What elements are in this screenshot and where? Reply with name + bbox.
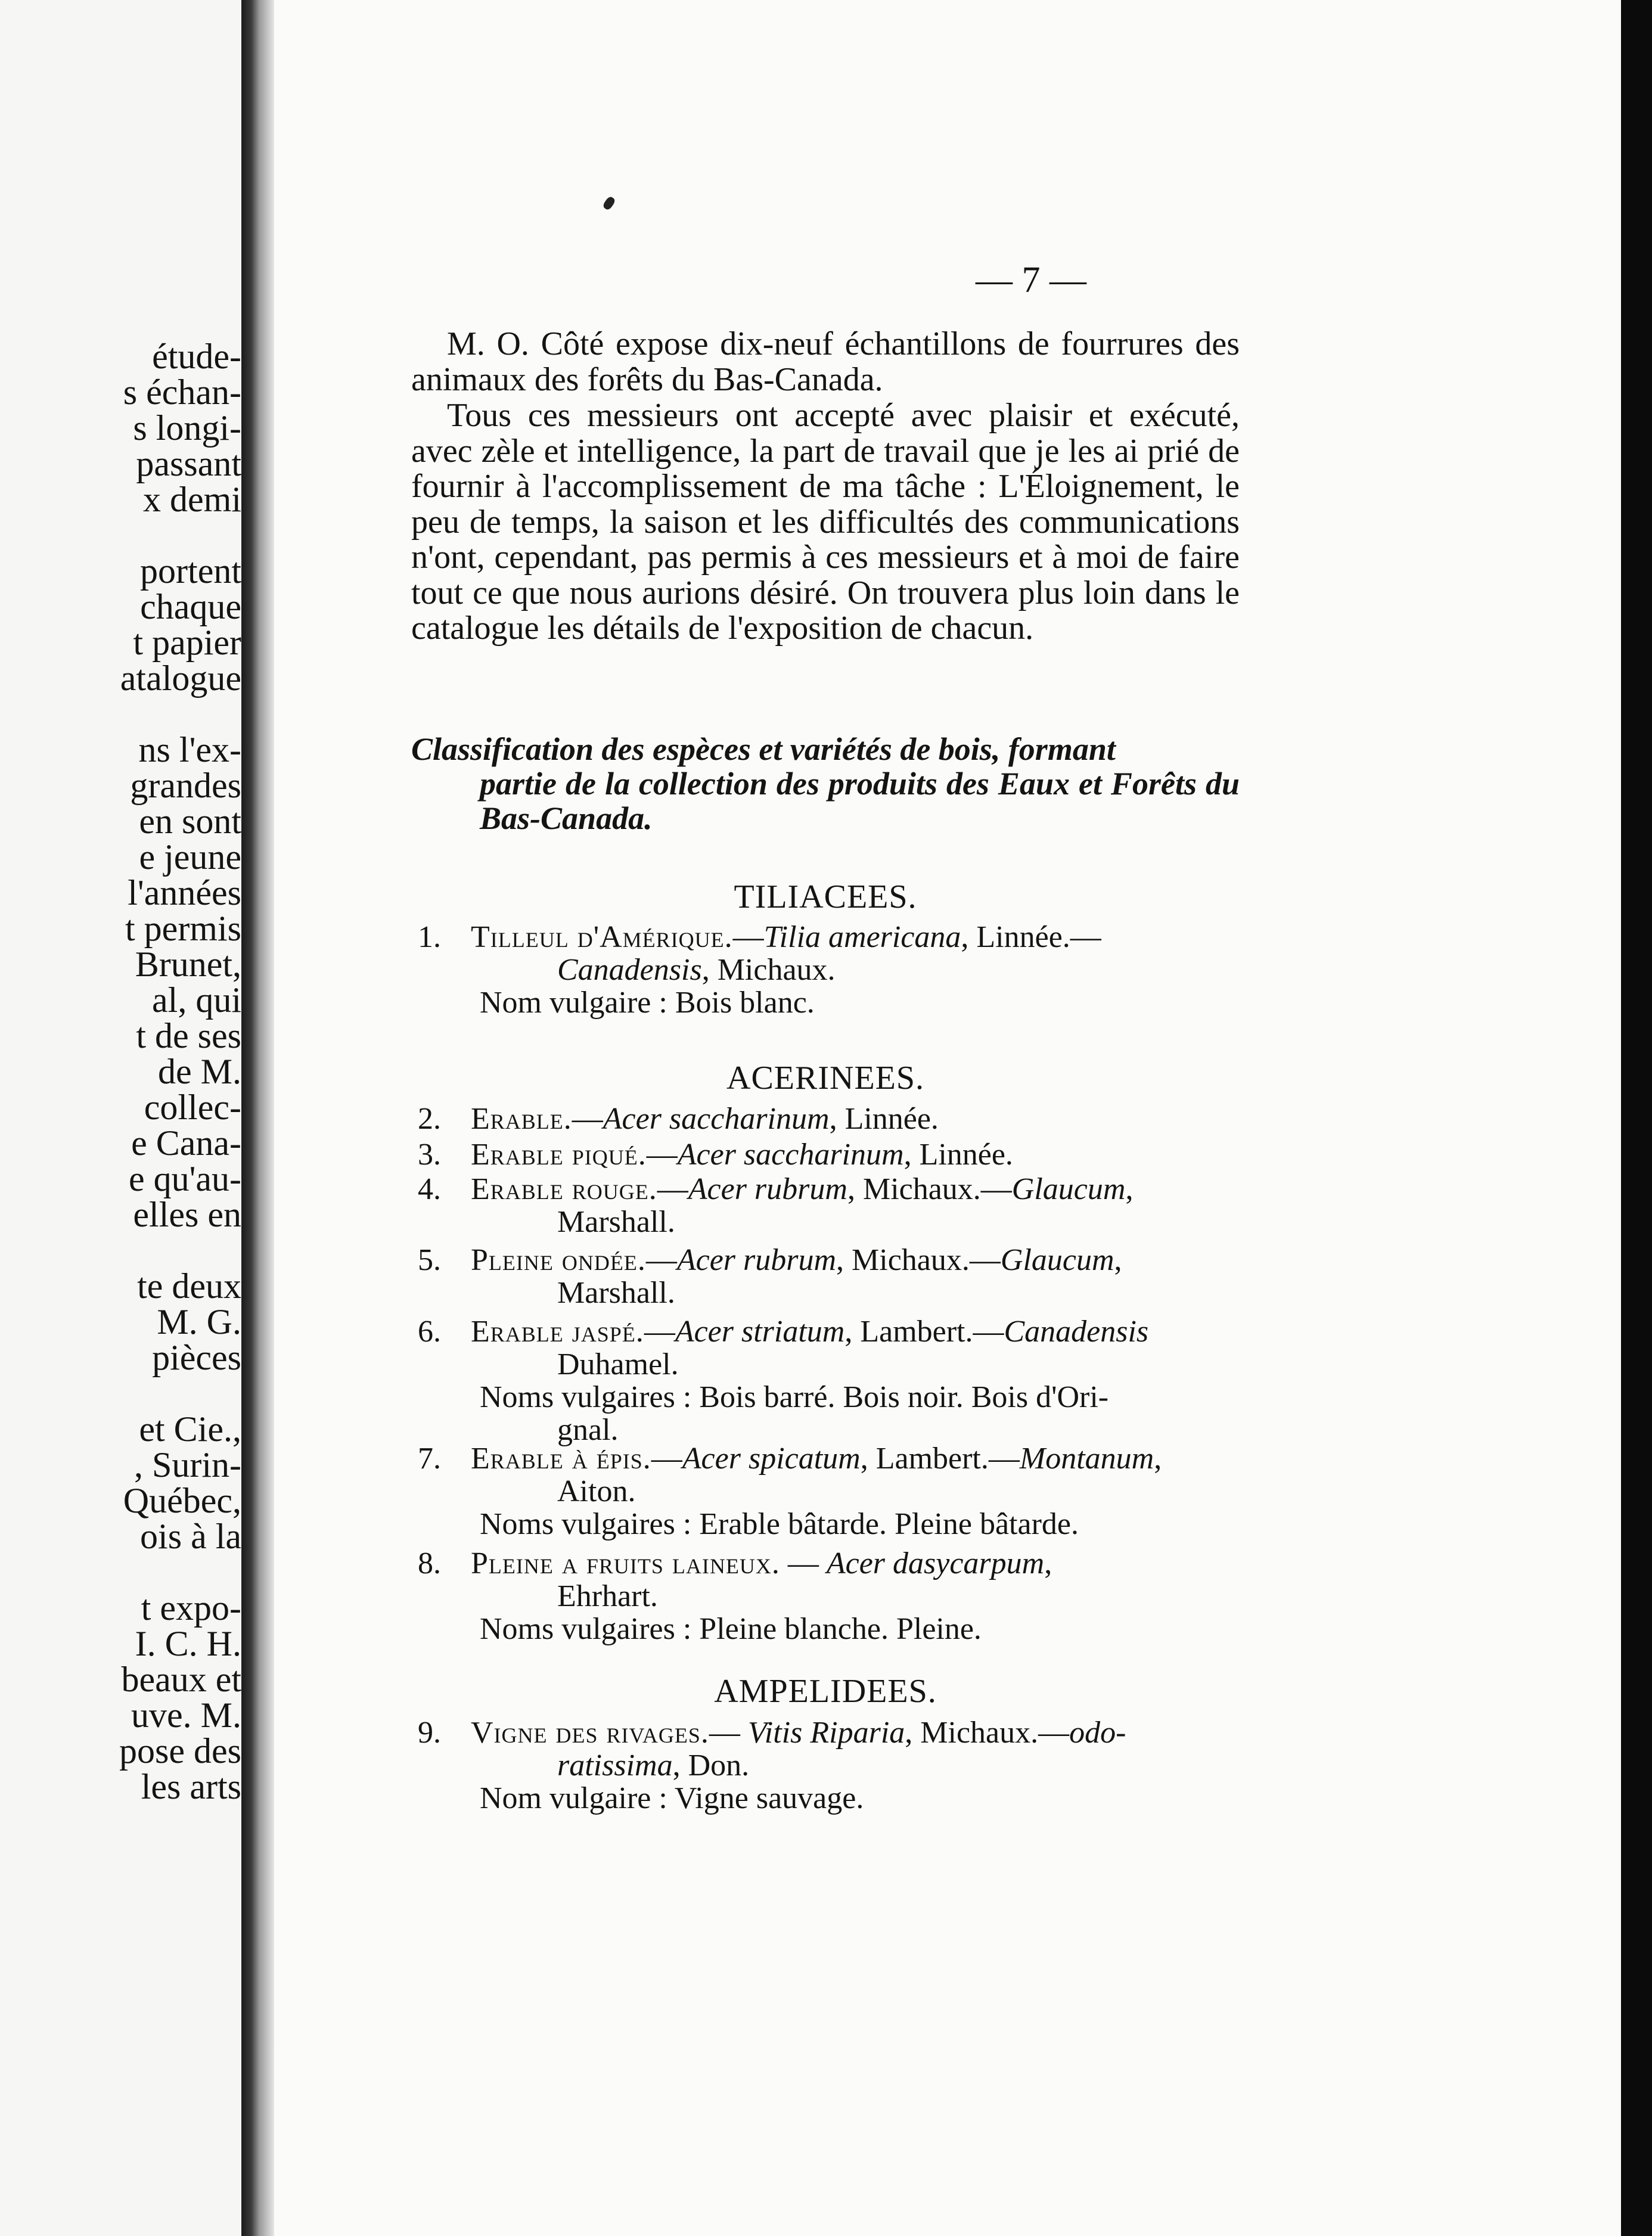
synonym-name: Glaucum	[1011, 1172, 1126, 1206]
latin-name: Acer saccharinum	[603, 1102, 830, 1136]
punctuation: ,	[1154, 1442, 1162, 1476]
species-entry	[411, 1442, 1240, 1541]
facing-page-line: e jeune	[139, 837, 241, 877]
facing-page-line: Québec,	[123, 1481, 241, 1520]
common-name: Tilleul d'Amérique.	[471, 920, 733, 954]
punctuation: ,	[1125, 1172, 1134, 1206]
facing-page-line: atalogue	[120, 659, 241, 698]
authority: , Linnée.	[829, 1102, 939, 1136]
vulgar-names: Nom vulgaire : Vigne sauvage.	[480, 1781, 864, 1815]
common-name: Erable.	[471, 1102, 572, 1136]
facing-page-line: passant	[136, 444, 241, 483]
entry-number: 8.	[418, 1546, 441, 1580]
facing-page-fragment	[0, 0, 241, 2236]
authority: , Michaux.	[701, 953, 836, 987]
entry-number: 5.	[418, 1243, 441, 1277]
paragraph-2-text: Tous ces messieurs ont accepté avec plaisir et exécuté, avec zèle et intelligence, la part de travail que je les ai prié de fournir à l'accomplissement de ma tâche : L'Éloignement, le peu de temps, la saison et les difficultés des communications n'ont, cependant, pas permis à ces messieurs et à moi de faire tout ce que nous aurions désiré. On trouvera plus loin dans le catalogue les détails de l'exposition de chacun.	[411, 397, 1240, 647]
facing-page-line: s échan-	[123, 372, 241, 412]
entry-number: 4.	[418, 1172, 441, 1206]
species-entry	[411, 1716, 1240, 1815]
dash: —	[657, 1172, 688, 1206]
authority: Aiton.	[557, 1474, 636, 1508]
facing-page-line: portent	[140, 551, 241, 591]
facing-page-line: s longi-	[133, 408, 241, 448]
authority: Marshall.	[557, 1205, 675, 1239]
entry-main-line	[411, 1547, 1240, 1580]
family-tiliacees: TILIACEES.	[734, 878, 917, 915]
page-number: — 7 —	[976, 260, 1086, 300]
facing-page-line: ns l'ex-	[138, 730, 241, 769]
authority: , Linnée.	[903, 1138, 1013, 1172]
common-name: Erable jaspé.	[471, 1315, 644, 1349]
facing-page-line: x demi	[143, 480, 241, 519]
dash: —	[646, 1138, 678, 1172]
facing-page-line: Brunet,	[135, 945, 241, 984]
entry-main-line	[411, 1103, 1240, 1135]
facing-page-line: pose des	[119, 1731, 241, 1771]
authority: , Lambert.—	[844, 1315, 1004, 1349]
book-gutter	[241, 0, 274, 2236]
dash: —	[651, 1442, 682, 1476]
authority: , Linnée.—	[961, 920, 1101, 954]
entry-continuation	[411, 954, 1240, 986]
authority: Marshall.	[557, 1276, 675, 1310]
entry-number: 1.	[418, 920, 441, 954]
synonym-name: Montanum	[1019, 1442, 1154, 1476]
entry-number: 7.	[418, 1442, 441, 1476]
facing-page-line: e Cana-	[131, 1123, 241, 1163]
vulgar-names: Noms vulgaires : Erable bâtarde. Pleine bâtarde.	[480, 1507, 1079, 1541]
common-name: Erable piqué.	[471, 1138, 647, 1172]
facing-page-line: et Cie.,	[139, 1409, 241, 1449]
entry-number: 9.	[418, 1716, 441, 1750]
synonym-name: ratissima	[557, 1749, 673, 1782]
facing-page-line: e qu'au-	[128, 1159, 241, 1198]
authority: , Michaux.—	[905, 1716, 1070, 1750]
paragraph-1-text: M. O. Côté expose dix-neuf échantillons de fourrures des animaux des forêts du Bas-Canada.	[411, 325, 1240, 398]
book-page	[274, 0, 1621, 2236]
classification-line-2: partie de la collection des produits des Eaux et Forêts du Bas-Canada.	[480, 766, 1240, 836]
facing-page-line: grandes	[130, 766, 241, 805]
synonym-name: odo-	[1069, 1716, 1126, 1750]
facing-page-line: uve. M.	[131, 1695, 241, 1735]
facing-page-line: étude-	[152, 337, 241, 376]
dash: —	[709, 1716, 748, 1750]
facing-page-line: t de ses	[136, 1016, 241, 1055]
facing-page-line: t expo-	[141, 1588, 241, 1628]
facing-page-line: pièces	[152, 1338, 241, 1377]
common-name: Pleine ondée.	[471, 1243, 646, 1277]
entry-continuation	[411, 1580, 1240, 1613]
classification-line-1: Classification des espèces et variétés de bois, formant	[411, 731, 1116, 767]
entry-continuation	[411, 1749, 1240, 1782]
facing-page-line: l'années	[128, 873, 241, 912]
entry-main-line	[411, 1716, 1240, 1749]
facing-page-line: t papier	[133, 623, 241, 662]
latin-name: Acer rubrum	[688, 1172, 847, 1206]
vulgar-names-continued: gnal.	[557, 1413, 619, 1447]
species-entry	[411, 1315, 1240, 1446]
facing-page-line: M. G.	[157, 1302, 241, 1341]
facing-page-line: , Surin-	[134, 1445, 241, 1485]
authority: , Lambert.—	[860, 1442, 1020, 1476]
species-entry	[411, 1138, 1240, 1171]
facing-page-line: beaux et	[121, 1660, 241, 1699]
authority: , Michaux.—	[836, 1243, 1001, 1277]
dash: —	[644, 1315, 675, 1349]
classification-heading	[411, 732, 1240, 836]
entry-continuation	[411, 1348, 1240, 1381]
latin-name: Tilia americana	[763, 920, 961, 954]
entry-main-line	[411, 1244, 1240, 1277]
latin-name: Acer striatum	[675, 1315, 845, 1349]
dash: —	[572, 1102, 603, 1136]
common-name: Pleine a fruits laineux.	[471, 1546, 780, 1580]
ink-speck	[602, 195, 616, 211]
family-acerinees: ACERINEES.	[726, 1060, 924, 1097]
authority: Ehrhart.	[557, 1579, 658, 1613]
vulgar-names: Noms vulgaires : Bois barré. Bois noir. Bois d'Ori-	[480, 1380, 1109, 1414]
authority: ,	[1044, 1546, 1052, 1580]
family-ampelidees: AMPELIDEES.	[714, 1673, 937, 1710]
species-entry	[411, 1173, 1240, 1238]
species-entry	[411, 1547, 1240, 1645]
vulgar-names: Nom vulgaire : Bois blanc.	[480, 986, 815, 1020]
common-name: Vigne des rivages.	[471, 1716, 709, 1750]
entry-main-line	[411, 921, 1240, 954]
entry-number: 3.	[418, 1138, 441, 1172]
latin-name: Acer saccharinum	[677, 1138, 904, 1172]
entry-number: 6.	[418, 1315, 441, 1349]
common-name: Erable à épis.	[471, 1442, 651, 1476]
latin-name: Acer dasycarpum	[826, 1546, 1045, 1580]
facing-page-line: en sont	[139, 802, 241, 841]
facing-page-line: elles en	[133, 1195, 241, 1234]
entry-continuation	[411, 1475, 1240, 1508]
species-entry	[411, 921, 1240, 1019]
paragraph-thanks	[411, 398, 1240, 647]
authority: Duhamel.	[557, 1347, 679, 1381]
entry-main-line	[411, 1442, 1240, 1475]
paragraph-furs	[411, 327, 1240, 397]
facing-page-line: chaque	[140, 587, 241, 626]
facing-page-line: t permis	[125, 909, 241, 948]
entry-main-line	[411, 1173, 1240, 1206]
authority: , Don.	[672, 1749, 750, 1782]
entry-number: 2.	[418, 1102, 441, 1136]
entry-continuation	[411, 1206, 1240, 1238]
facing-page-line: de M.	[158, 1052, 241, 1091]
dash: —	[732, 920, 764, 954]
dash: —	[780, 1546, 827, 1580]
facing-page-line: al, qui	[152, 980, 241, 1020]
facing-page-line: collec-	[144, 1088, 241, 1127]
facing-page-line: I. C. H.	[135, 1624, 241, 1663]
entry-main-line	[411, 1138, 1240, 1171]
latin-name: Acer rubrum	[676, 1243, 837, 1277]
vulgar-names: Noms vulgaires : Pleine blanche. Pleine.	[480, 1612, 982, 1646]
latin-name: Vitis Riparia	[747, 1716, 905, 1750]
species-entry	[411, 1103, 1240, 1135]
entry-continuation	[411, 1277, 1240, 1309]
synonym-name: Canadensis	[557, 953, 702, 987]
facing-page-line: te deux	[137, 1266, 241, 1306]
synonym-name: Canadensis	[1004, 1315, 1149, 1349]
facing-page-line: ois à la	[140, 1517, 241, 1556]
authority: , Michaux.—	[847, 1172, 1012, 1206]
latin-name: Acer spicatum	[682, 1442, 861, 1476]
facing-page-line: les arts	[141, 1767, 241, 1806]
dash: —	[645, 1243, 677, 1277]
punctuation: ,	[1114, 1243, 1122, 1277]
synonym-name: Glaucum	[1000, 1243, 1114, 1277]
common-name: Erable rouge.	[471, 1172, 657, 1206]
entry-main-line	[411, 1315, 1240, 1348]
species-entry	[411, 1244, 1240, 1309]
